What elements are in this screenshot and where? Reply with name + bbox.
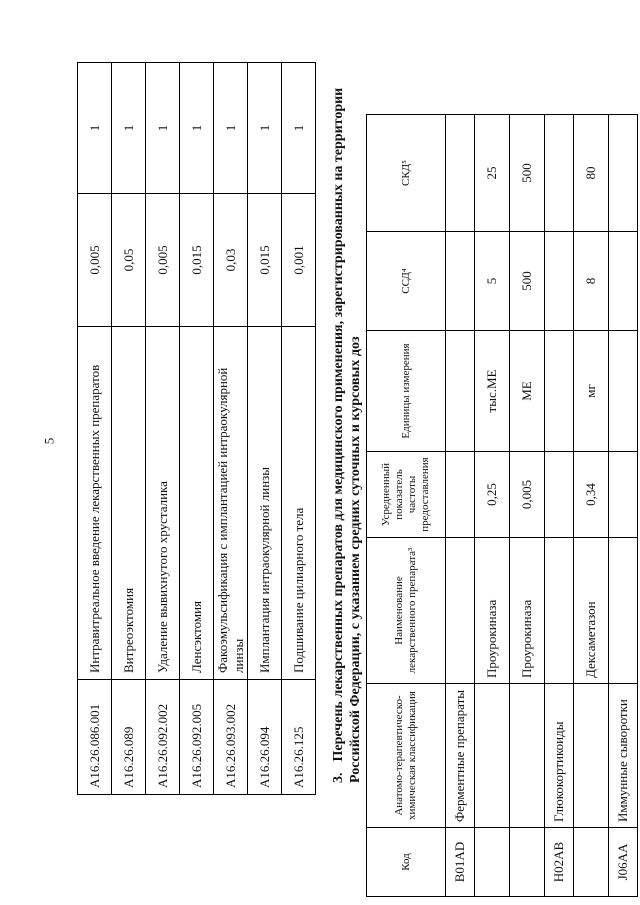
drug-frequency: 0,25 — [475, 452, 510, 538]
procedure-name: Витреоэктомия — [112, 327, 146, 680]
group-code: J06AA — [609, 828, 638, 897]
procedure-frequency: 0,005 — [146, 194, 180, 327]
procedure-code: A16.26.125 — [282, 680, 316, 795]
drug-unit: МЕ — [510, 331, 545, 452]
drug-name: Дексаметазон — [574, 538, 609, 684]
group-row — [609, 115, 638, 897]
procedure-frequency: 0,05 — [112, 194, 146, 327]
procedure-code: A16.26.089 — [112, 680, 146, 795]
drug-ssd: 8 — [574, 232, 609, 331]
procedure-name: Факоэмульсификация с имплантацией интраокулярной линзы — [214, 327, 248, 680]
table-row — [248, 63, 282, 795]
procedure-code: A16.26.092.005 — [180, 680, 214, 795]
table-row — [214, 63, 248, 795]
drug-frequency: 0,34 — [574, 452, 609, 538]
drug-skd: 500 — [510, 115, 545, 232]
header-units: Единицы измерения — [367, 331, 446, 452]
drug-unit: мг — [574, 331, 609, 452]
group-name: Глюкокортикоиды — [545, 684, 574, 828]
group-row — [545, 115, 574, 897]
procedure-count: 1 — [214, 63, 248, 194]
procedure-count: 1 — [112, 63, 146, 194]
procedure-code: A16.26.092.002 — [146, 680, 180, 795]
drug-name: Проурокиназа — [510, 538, 545, 684]
table-row — [180, 63, 214, 795]
procedure-code: A16.26.093.002 — [214, 680, 248, 795]
procedure-count: 1 — [180, 63, 214, 194]
header-frequency: Усредненный показатель частоты предоставления — [367, 452, 446, 538]
procedures-table — [77, 62, 316, 795]
drug-ssd: 500 — [510, 232, 545, 331]
procedure-count: 1 — [78, 63, 112, 194]
drug-skd: 25 — [475, 115, 510, 232]
section-title: Перечень лекарственных препаратов для медицинского применения, зарегистрированных на территории Российской Федерации, с указанием средних суточных и курсовых доз — [331, 87, 363, 783]
drug-unit: тыс.МЕ — [475, 331, 510, 452]
table-row — [475, 115, 510, 897]
procedure-frequency: 0,015 — [248, 194, 282, 327]
procedure-code: A16.26.094 — [248, 680, 282, 795]
procedure-name: Интравитреальное введение лекарственных препаратов — [78, 327, 112, 680]
procedure-name: Подшивание цилиарного тела — [282, 327, 316, 680]
procedure-code: A16.26.086.001 — [78, 680, 112, 795]
procedure-count: 1 — [248, 63, 282, 194]
table-row — [282, 63, 316, 795]
header-atc: Анатомо-терапевтическо-химическая классификация — [367, 684, 446, 828]
procedure-count: 1 — [282, 63, 316, 194]
procedure-frequency: 0,015 — [180, 194, 214, 327]
table-row — [112, 63, 146, 795]
header-code: Код — [367, 828, 446, 897]
table-row — [78, 63, 112, 795]
group-name: Ферментные препараты — [446, 684, 475, 828]
page-number: 5 — [41, 437, 57, 445]
table-header-row — [367, 115, 446, 897]
procedure-frequency: 0,001 — [282, 194, 316, 327]
drug-ssd: 5 — [475, 232, 510, 331]
procedure-name: Ленсэктомия — [180, 327, 214, 680]
group-name: Иммунные сыворотки — [609, 684, 638, 828]
drug-name: Проурокиназа — [475, 538, 510, 684]
drugs-table — [366, 114, 638, 897]
procedure-name: Имплантация интраокулярной линзы — [248, 327, 282, 680]
header-drug-name: Наименование лекарственного препарата³ — [367, 538, 446, 684]
drug-skd: 80 — [574, 115, 609, 232]
procedure-frequency: 0,03 — [214, 194, 248, 327]
header-ssd: ССД⁴ — [367, 232, 446, 331]
section-heading — [330, 23, 364, 783]
table-row — [146, 63, 180, 795]
group-code: H02AB — [545, 828, 574, 897]
drug-frequency: 0,005 — [510, 452, 545, 538]
table-row — [510, 115, 545, 897]
group-code: B01AD — [446, 828, 475, 897]
procedure-count: 1 — [146, 63, 180, 194]
procedure-name: Удаление вывихнутого хрусталика — [146, 327, 180, 680]
header-skd: СКД⁵ — [367, 115, 446, 232]
table-row — [574, 115, 609, 897]
procedure-frequency: 0,005 — [78, 194, 112, 327]
group-row — [446, 115, 475, 897]
section-number: 3. — [331, 772, 346, 783]
